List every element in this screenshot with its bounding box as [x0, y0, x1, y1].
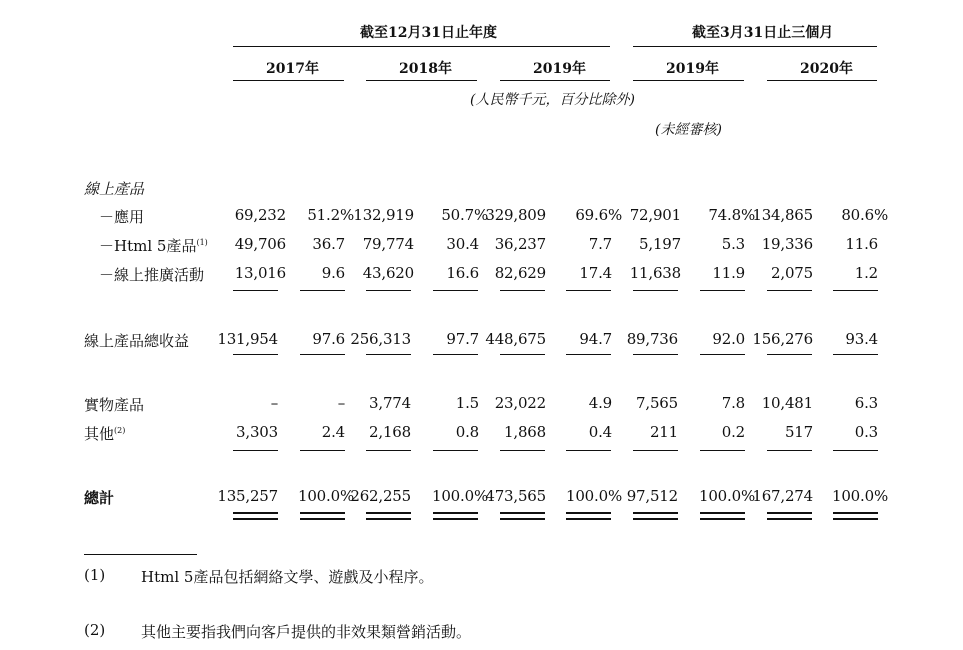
total-top-rule — [566, 450, 611, 451]
total-double-rule — [833, 512, 878, 520]
total-double-rule — [433, 512, 478, 520]
section-online-products: 線上產品 — [84, 180, 145, 198]
subtotal-bottom-rule — [767, 354, 812, 355]
cell: 1.5 — [455, 394, 479, 412]
total-double-rule — [633, 512, 678, 520]
subtotal-bottom-rule — [700, 354, 745, 355]
cell: 74.8% — [708, 206, 755, 224]
total-top-rule — [366, 450, 411, 451]
cell: 100.0% — [298, 487, 354, 505]
year-rule-2017 — [233, 80, 344, 81]
row-label-online-total: 線上產品總收益 — [84, 332, 190, 350]
cell: 329,809 — [485, 206, 546, 224]
cell: 6.3 — [854, 394, 878, 412]
footnote-1-text: Html 5產品包括網絡文學、遊戲及小程序。 — [141, 568, 434, 586]
currency-note: (人民幣千元，百分比除外) — [470, 92, 635, 108]
subtotal-rule — [833, 290, 878, 291]
total-double-rule — [767, 512, 812, 520]
cell: 49,706 — [234, 235, 286, 253]
cell: 11.6 — [845, 235, 878, 253]
header-group2-rule — [633, 46, 877, 47]
row-label-others: 其他$^{(2)}$ — [84, 425, 126, 443]
cell: 100.0% — [566, 487, 622, 505]
cell: 4.9 — [588, 394, 612, 412]
cell: 97,512 — [626, 487, 678, 505]
subtotal-rule — [300, 290, 345, 291]
total-double-rule — [300, 512, 345, 520]
subtotal-bottom-rule — [300, 354, 345, 355]
cell: 100.0% — [832, 487, 888, 505]
cell: 473,565 — [485, 487, 546, 505]
subtotal-rule — [500, 290, 545, 291]
footnote-separator — [84, 554, 197, 555]
total-top-rule — [433, 450, 478, 451]
subtotal-rule — [233, 290, 278, 291]
cell: 100.0% — [432, 487, 488, 505]
row-label-online-promo: －線上推廣活動 — [99, 266, 205, 284]
total-top-rule — [700, 450, 745, 451]
cell: 132,919 — [353, 206, 414, 224]
cell: 69,232 — [234, 206, 286, 224]
cell: 100.0% — [699, 487, 755, 505]
subtotal-rule — [700, 290, 745, 291]
subtotal-rule — [366, 290, 411, 291]
cell: 51.2% — [307, 206, 354, 224]
cell: 92.0 — [712, 330, 745, 348]
total-double-rule — [366, 512, 411, 520]
cell: 13,016 — [234, 264, 286, 282]
cell: 3,774 — [369, 394, 411, 412]
cell: 10,481 — [761, 394, 813, 412]
cell: 89,736 — [626, 330, 678, 348]
total-top-rule — [300, 450, 345, 451]
cell: 7.8 — [721, 394, 745, 412]
cell: 5,197 — [639, 235, 681, 253]
cell: 7.7 — [588, 235, 612, 253]
row-label-apps: －應用 — [99, 208, 145, 226]
cell: 0.2 — [721, 423, 745, 441]
cell: 131,954 — [217, 330, 278, 348]
cell: – — [337, 394, 345, 412]
cell: 211 — [649, 423, 678, 441]
cell: 3,303 — [236, 423, 278, 441]
cell: 93.4 — [845, 330, 878, 348]
total-double-rule — [566, 512, 611, 520]
cell: 17.4 — [579, 264, 612, 282]
footnote-2-text: 其他主要指我們向客戶提供的非效果類營銷活動。 — [141, 623, 472, 641]
cell: 256,313 — [350, 330, 411, 348]
cell: 517 — [784, 423, 813, 441]
total-top-rule — [233, 450, 278, 451]
row-label-html5: －Html 5產品$^{(1)}$ — [99, 237, 208, 255]
subtotal-bottom-rule — [633, 354, 678, 355]
cell: 30.4 — [446, 235, 479, 253]
subtotal-bottom-rule — [233, 354, 278, 355]
cell: 1,868 — [504, 423, 546, 441]
header-group1-rule — [233, 46, 610, 47]
total-top-rule — [500, 450, 545, 451]
year-header-2017: 2017年 — [266, 61, 319, 77]
cell: – — [270, 394, 278, 412]
subtotal-rule — [433, 290, 478, 291]
subtotal-bottom-rule — [366, 354, 411, 355]
cell: 82,629 — [494, 264, 546, 282]
cell: 0.4 — [588, 423, 612, 441]
cell: 135,257 — [217, 487, 278, 505]
footnote-ref-2: (2) — [114, 426, 126, 435]
row-label-physical: 實物產品 — [84, 396, 145, 414]
subtotal-rule — [767, 290, 812, 291]
cell: 94.7 — [579, 330, 612, 348]
cell: 1.2 — [854, 264, 878, 282]
cell: 0.8 — [455, 423, 479, 441]
cell: 43,620 — [362, 264, 414, 282]
subtotal-bottom-rule — [833, 354, 878, 355]
total-double-rule — [700, 512, 745, 520]
year-rule-2019 — [500, 80, 610, 81]
total-double-rule — [500, 512, 545, 520]
subtotal-rule — [633, 290, 678, 291]
row-label-total: 總計 — [84, 489, 115, 507]
subtotal-bottom-rule — [500, 354, 545, 355]
cell: 11.9 — [712, 264, 745, 282]
total-top-rule — [833, 450, 878, 451]
header-group-three-months: 截至3月31日止三個月 — [692, 25, 834, 41]
cell: 72,901 — [629, 206, 681, 224]
header-group-year-ended: 截至12月31日止年度 — [360, 25, 497, 41]
cell: 156,276 — [752, 330, 813, 348]
footnote-1-marker: (1) — [84, 566, 106, 584]
subtotal-bottom-rule — [566, 354, 611, 355]
total-top-rule — [633, 450, 678, 451]
footnote-ref-1: (1) — [196, 238, 208, 247]
year-header-2020-q1: 2020年 — [800, 61, 853, 77]
cell: 2,168 — [369, 423, 411, 441]
year-header-2019-q1: 2019年 — [666, 61, 719, 77]
cell: 16.6 — [446, 264, 479, 282]
cell: 36.7 — [312, 235, 345, 253]
cell: 9.6 — [321, 264, 345, 282]
year-header-2019: 2019年 — [533, 61, 586, 77]
cell: 80.6% — [841, 206, 888, 224]
cell: 50.7% — [441, 206, 488, 224]
cell: 134,865 — [752, 206, 813, 224]
cell: 97.6 — [312, 330, 345, 348]
cell: 97.7 — [446, 330, 479, 348]
cell: 0.3 — [854, 423, 878, 441]
cell: 19,336 — [761, 235, 813, 253]
cell: 262,255 — [350, 487, 411, 505]
year-rule-2020-q1 — [767, 80, 877, 81]
cell: 79,774 — [362, 235, 414, 253]
cell: 69.6% — [575, 206, 622, 224]
subtotal-bottom-rule — [433, 354, 478, 355]
cell: 2,075 — [771, 264, 813, 282]
cell: 36,237 — [494, 235, 546, 253]
cell: 448,675 — [485, 330, 546, 348]
year-header-2018: 2018年 — [399, 61, 452, 77]
cell: 5.3 — [721, 235, 745, 253]
year-rule-2018 — [366, 80, 477, 81]
total-double-rule — [233, 512, 278, 520]
cell: 7,565 — [636, 394, 678, 412]
unaudited-note: (未經審核) — [655, 122, 722, 138]
subtotal-rule — [566, 290, 611, 291]
cell: 2.4 — [321, 423, 345, 441]
footnote-2-marker: (2) — [84, 621, 106, 639]
cell: 167,274 — [752, 487, 813, 505]
total-top-rule — [767, 450, 812, 451]
year-rule-2019-q1 — [633, 80, 744, 81]
cell: 23,022 — [494, 394, 546, 412]
cell: 11,638 — [629, 264, 681, 282]
